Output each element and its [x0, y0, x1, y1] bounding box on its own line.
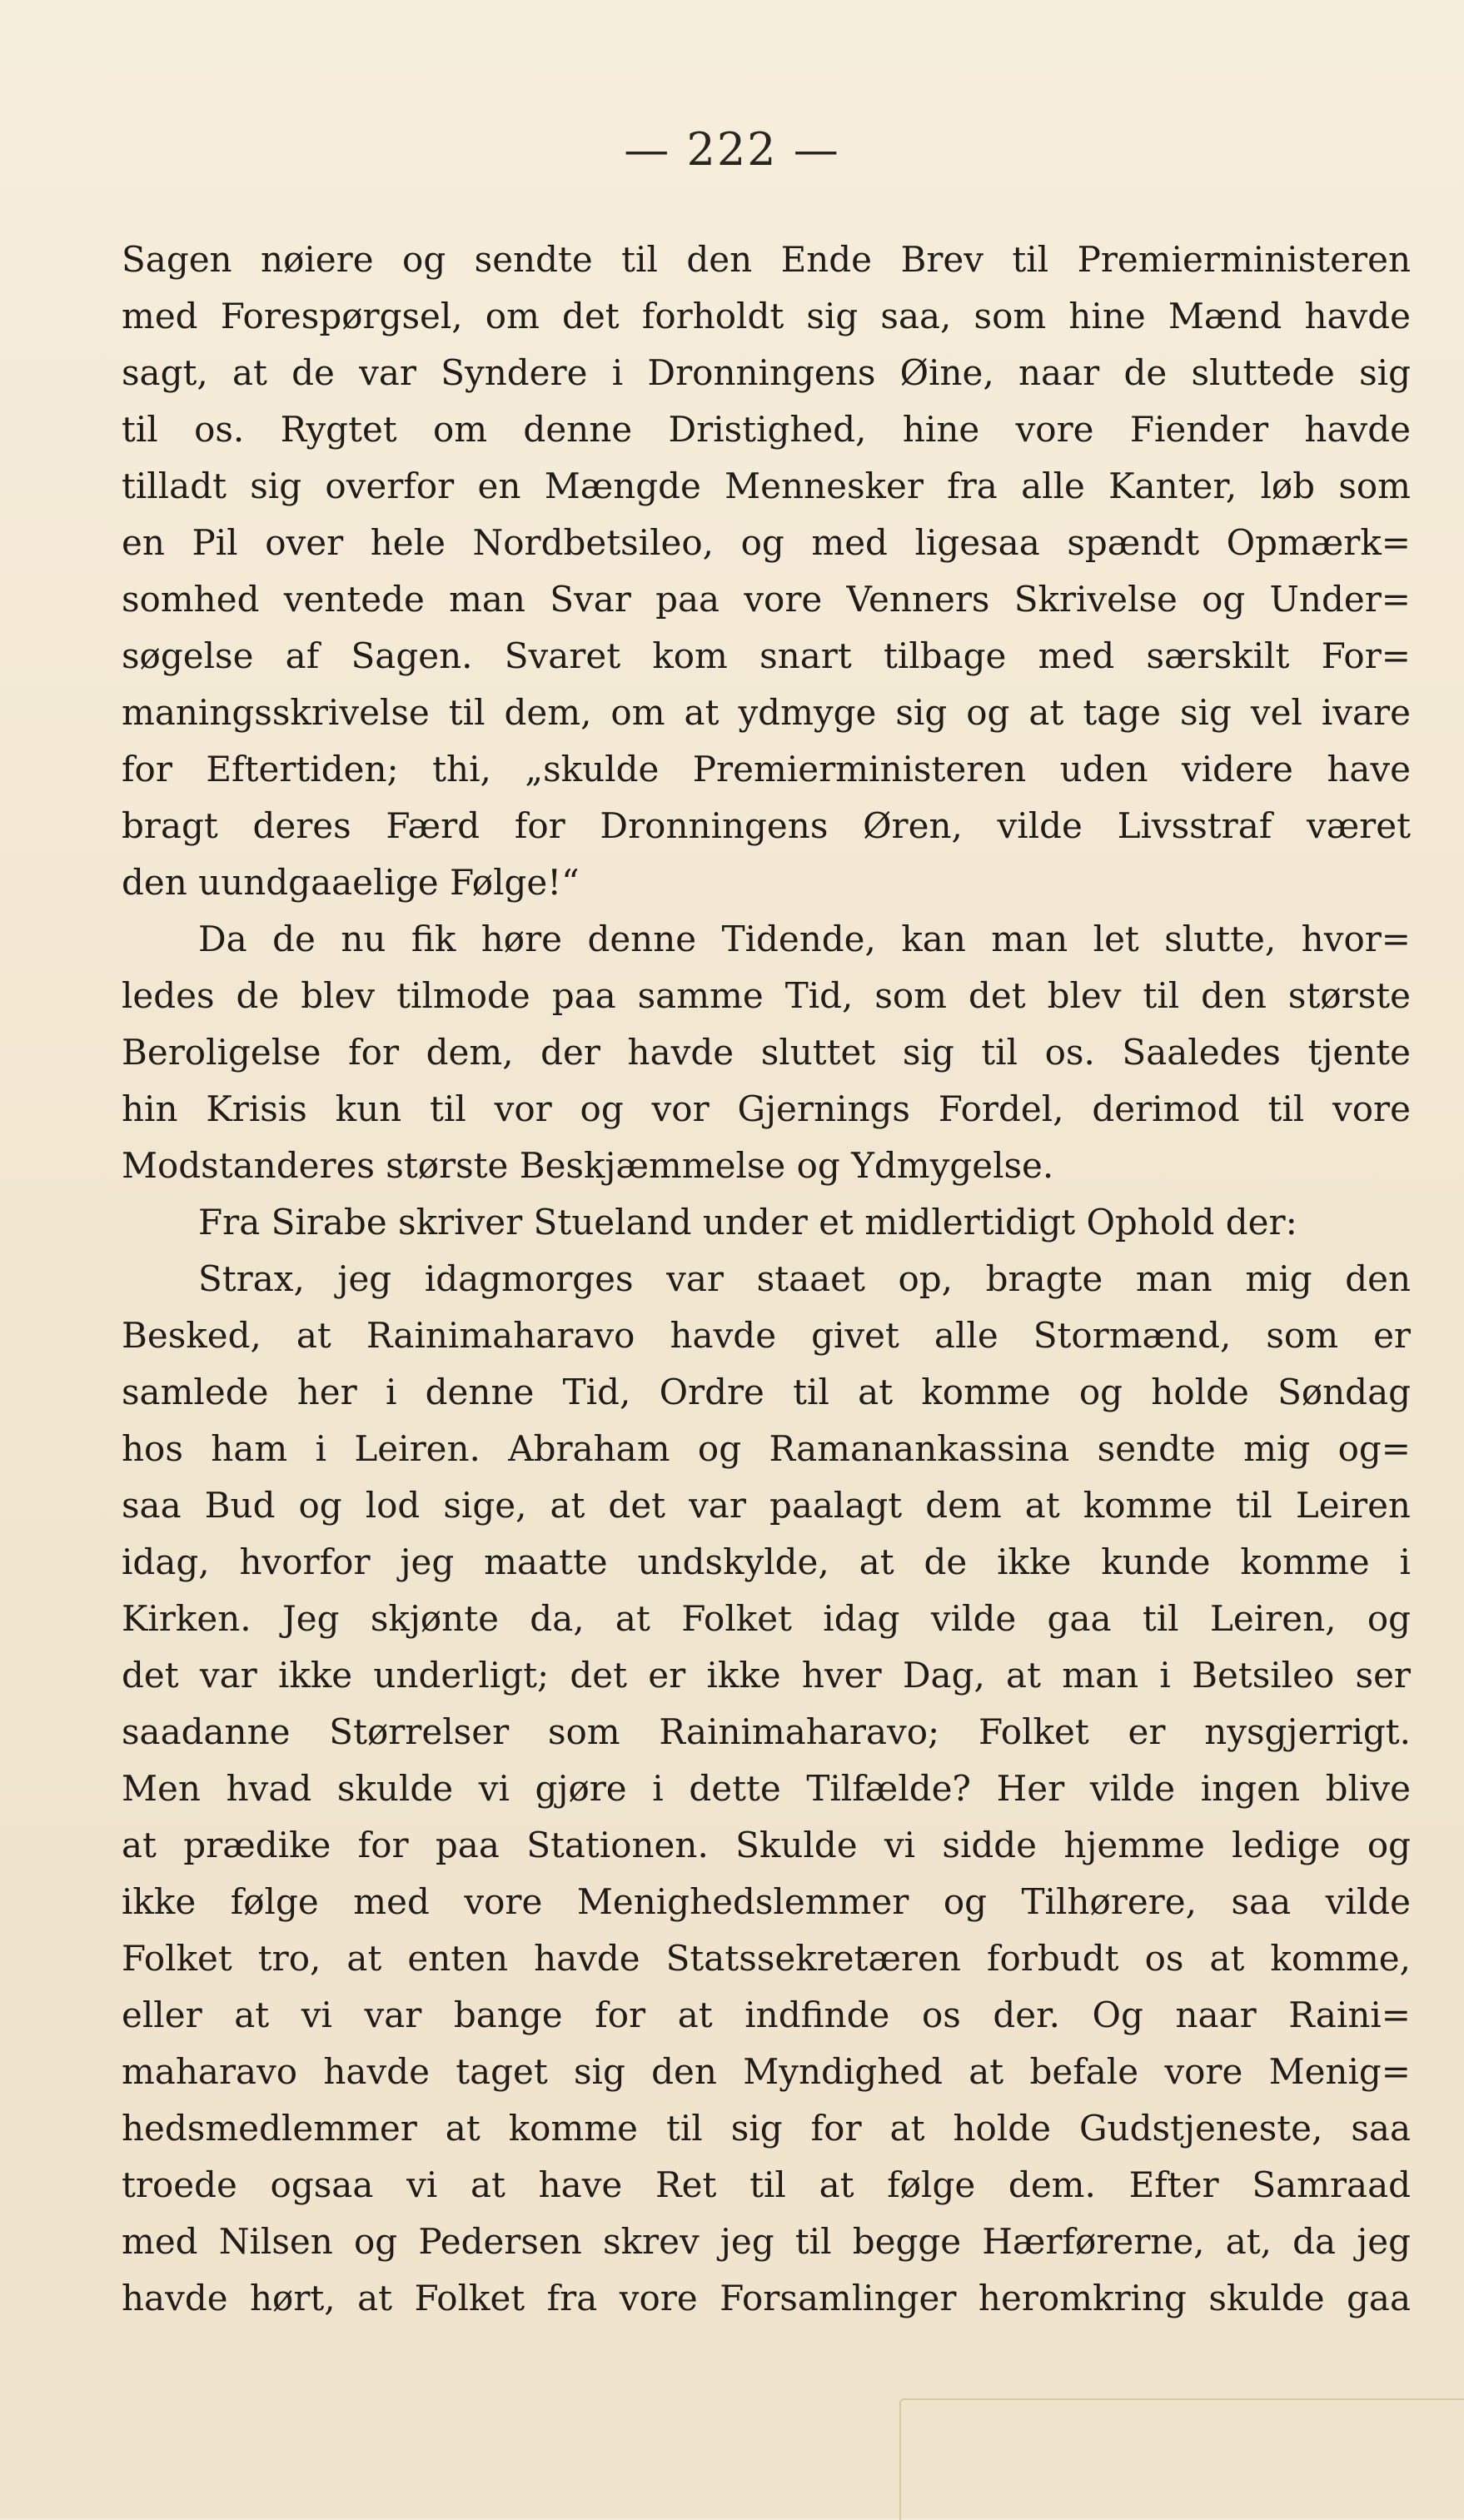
- text-line: til os. Rygtet om denne Dristighed, hine vore Fiender havde: [122, 409, 1411, 450]
- text-line: Strax, jeg idagmorges var staaet op, bragte man mig den: [198, 1258, 1411, 1299]
- text-line: samlede her i denne Tid, Ordre til at komme og holde Søndag: [122, 1372, 1411, 1412]
- text-line: ikke følge med vore Menighedslemmer og Tilhørere, saa vilde: [122, 1881, 1411, 1922]
- text-line: for Eftertiden; thi, „skulde Premierministeren uden videre have: [122, 749, 1411, 789]
- text-line: saadanne Størrelser som Rainimaharavo; Folket er nysgjerrigt.: [122, 1711, 1411, 1752]
- text-line: den uundgaaelige Følge!“: [122, 862, 580, 903]
- text-line: Sagen nøiere og sendte til den Ende Brev til Premierministeren: [122, 239, 1411, 280]
- text-line: Kirken. Jeg skjønte da, at Folket idag vilde gaa til Leiren, og: [122, 1598, 1411, 1639]
- text-line: saa Bud og lod sige, at det var paalagt dem at komme til Leiren: [122, 1485, 1411, 1526]
- text-line: maningsskrivelse til dem, om at ydmyge sig og at tage sig vel ivare: [122, 692, 1411, 733]
- text-line: med Nilsen og Pedersen skrev jeg til begge Hærførerne, at, da jeg: [122, 2221, 1411, 2262]
- text-line: Modstanderes største Beskjæmmelse og Ydmygelse.: [122, 1145, 1054, 1186]
- text-line: hin Krisis kun til vor og vor Gjernings Fordel, derimod til vore: [122, 1088, 1411, 1129]
- text-line: hos ham i Leiren. Abraham og Ramanankassina sendte mig og=: [122, 1428, 1411, 1469]
- text-line: idag, hvorfor jeg maatte undskylde, at de ikke kunde komme i: [122, 1541, 1411, 1582]
- body-text: [122, 232, 1411, 2327]
- text-line: bragt deres Færd for Dronningens Øren, vilde Livsstraf været: [122, 805, 1411, 846]
- text-line: sagt, at de var Syndere i Dronningens Øine, naar de sluttede sig: [122, 352, 1411, 393]
- text-line: en Pil over hele Nordbetsileo, og med ligesaa spændt Opmærk=: [122, 522, 1411, 563]
- page-number: — 222 —: [624, 123, 840, 176]
- text-line: maharavo havde taget sig den Myndighed at befale vore Menig=: [122, 2051, 1411, 2092]
- text-line: eller at vi var bange for at indfinde os der. Og naar Raini=: [122, 1995, 1411, 2035]
- text-line: Da de nu fik høre denne Tidende, kan man let slutte, hvor=: [198, 919, 1411, 959]
- text-line: troede ogsaa vi at have Ret til at følge dem. Efter Samraad: [122, 2164, 1411, 2205]
- text-line: hedsmedlemmer at komme til sig for at holde Gudstjeneste, saa: [122, 2108, 1411, 2149]
- text-line: havde hørt, at Folket fra vore Forsamlinger heromkring skulde gaa: [122, 2278, 1411, 2318]
- text-line: ledes de blev tilmode paa samme Tid, som det blev til den største: [122, 975, 1411, 1016]
- text-line: søgelse af Sagen. Svaret kom snart tilbage med særskilt For=: [122, 635, 1411, 676]
- text-line: at prædike for paa Stationen. Skulde vi sidde hjemme ledige og: [122, 1825, 1411, 1865]
- text-line: Besked, at Rainimaharavo havde givet alle Stormænd, som er: [122, 1315, 1411, 1356]
- text-line: med Forespørgsel, om det forholdt sig saa, som hine Mænd havde: [122, 296, 1411, 336]
- page-edge-tab: [899, 2398, 1464, 2520]
- text-line: Men hvad skulde vi gjøre i dette Tilfælde? Her vilde ingen blive: [122, 1768, 1411, 1809]
- text-line: Fra Sirabe skriver Stueland under et midlertidigt Ophold der:: [198, 1202, 1297, 1243]
- text-line: Folket tro, at enten havde Statssekretæren forbudt os at komme,: [122, 1938, 1411, 1979]
- text-line: tilladt sig overfor en Mængde Mennesker fra alle Kanter, løb som: [122, 466, 1411, 506]
- text-line: Beroligelse for dem, der havde sluttet sig til os. Saaledes tjente: [122, 1032, 1411, 1073]
- text-line: somhed ventede man Svar paa vore Venners Skrivelse og Under=: [122, 579, 1411, 620]
- text-line: det var ikke underligt; det er ikke hver Dag, at man i Betsileo ser: [122, 1655, 1411, 1696]
